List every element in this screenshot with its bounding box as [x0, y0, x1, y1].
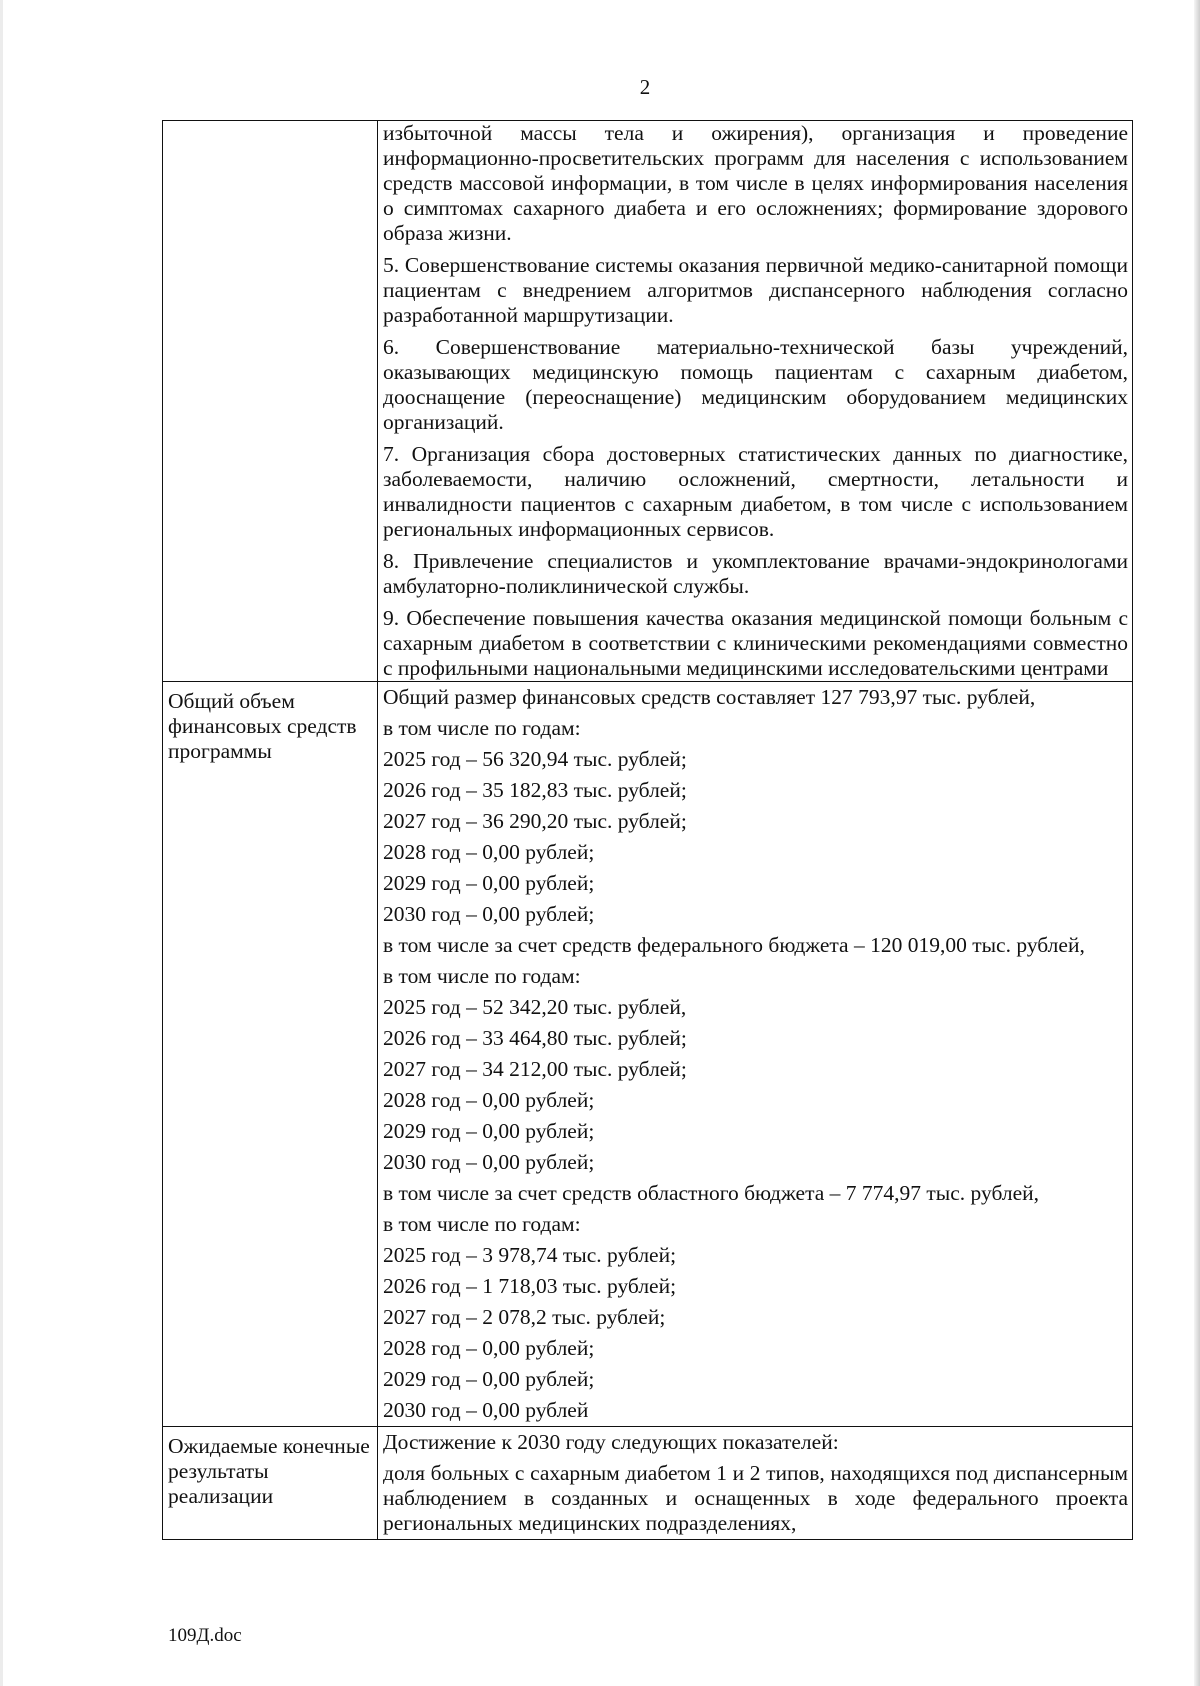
- financing-line: в том числе по годам:: [383, 716, 581, 740]
- financing-line: в том числе за счет средств федерального бюджета – 120 019,00 тыс. рублей,: [383, 933, 1085, 957]
- footer-filename: 109Д.doc: [168, 1625, 242, 1646]
- task-paragraph: 7. Организация сбора достоверных статистических данных по диагностике, заболеваемости, наличию осложнений, смертности, летальности и инвалидности пациентов с сахарным диабетом, в том числе с использованием региональных информационных сервисов.: [383, 442, 1128, 541]
- financing-line: 2030 год – 0,00 рублей: [383, 1398, 589, 1422]
- financing-line: 2026 год – 35 182,83 тыс. рублей;: [383, 778, 687, 802]
- financing-line: Общий размер финансовых средств составляет 127 793,97 тыс. рублей,: [383, 685, 1036, 709]
- financing-line: 2027 год – 2 078,2 тыс. рублей;: [383, 1305, 666, 1329]
- financing-line: 2027 год – 34 212,00 тыс. рублей;: [383, 1057, 687, 1081]
- financing-line: в том числе за счет средств областного бюджета – 7 774,97 тыс. рублей,: [383, 1181, 1040, 1205]
- financing-line: 2028 год – 0,00 рублей;: [383, 1088, 595, 1112]
- row-label-cell: [163, 121, 378, 682]
- financing-line: 2030 год – 0,00 рублей;: [383, 1150, 595, 1174]
- row-content-cell: [378, 121, 1133, 682]
- task-paragraph: избыточной массы тела и ожирения), организация и проведение информационно-просветительских программ для населения с использованием средств массовой информации, в том числе в целях информирования населения о симптомах сахарного диабета и его осложнениях; формирование здорового образа жизни.: [383, 121, 1128, 245]
- table-row-expected-results: [163, 1427, 1133, 1540]
- task-paragraph: 5. Совершенствование системы оказания первичной медико-санитарной помощи пациентам с внедрением алгоритмов диспансерного наблюдения согласно разработанной маршрутизации.: [383, 253, 1128, 327]
- financing-line: 2026 год – 33 464,80 тыс. рублей;: [383, 1026, 687, 1050]
- financing-line: в том числе по годам:: [383, 1212, 581, 1236]
- row-content-cell: [378, 1427, 1133, 1540]
- financing-line: в том числе по годам:: [383, 964, 581, 988]
- row-label-cell: [163, 682, 378, 1427]
- table-row-tasks: [163, 121, 1133, 682]
- financing-line: 2029 год – 0,00 рублей;: [383, 1119, 595, 1143]
- financing-line: 2029 год – 0,00 рублей;: [383, 871, 595, 895]
- row-content-cell: [378, 682, 1133, 1427]
- results-line: доля больных с сахарным диабетом 1 и 2 типов, находящихся под диспансерным наблюдением в созданных и оснащенных в ходе федерального проекта региональных медицинских подразделениях,: [383, 1461, 1128, 1535]
- row-label: [168, 121, 373, 128]
- financing-line: 2025 год – 52 342,20 тыс. рублей,: [383, 995, 687, 1019]
- financing-line: 2029 год – 0,00 рублей;: [383, 1367, 595, 1391]
- task-paragraph: 6. Совершенствование материально-технической базы учреждений, оказывающих медицинскую помощь пациентам с сахарным диабетом, дооснащение (переоснащение) медицинским оборудованием медицинских организаций.: [383, 335, 1128, 434]
- results-line: Достижение к 2030 году следующих показателей:: [383, 1430, 839, 1454]
- financing-line: 2025 год – 56 320,94 тыс. рублей;: [383, 747, 687, 771]
- task-paragraph: 9. Обеспечение повышения качества оказания медицинской помощи больным с сахарным диабетом в соответствии с клиническими рекомендациями совместно с профильными национальными медицинскими исследовательскими центрами: [383, 606, 1128, 680]
- financing-line: 2030 год – 0,00 рублей;: [383, 902, 595, 926]
- row-label: Ожидаемые конечные результаты реализации: [168, 1434, 370, 1508]
- financing-line: 2028 год – 0,00 рублей;: [383, 840, 595, 864]
- row-label-cell: [163, 1427, 378, 1540]
- table-row-financing: [163, 682, 1133, 1427]
- task-paragraph: 8. Привлечение специалистов и укомплектование врачами-эндокринологами амбулаторно-поликлинической службы.: [383, 549, 1128, 598]
- row-label: Общий объем финансовых средств программы: [168, 689, 357, 763]
- financing-line: 2027 год – 36 290,20 тыс. рублей;: [383, 809, 687, 833]
- financing-line: 2026 год – 1 718,03 тыс. рублей;: [383, 1274, 677, 1298]
- program-passport-table: [162, 120, 1133, 1540]
- page-number: 2: [639, 75, 651, 99]
- financing-line: 2025 год – 3 978,74 тыс. рублей;: [383, 1243, 677, 1267]
- page-edge-right: [1194, 0, 1200, 1686]
- page-edge-left: [0, 0, 3, 1686]
- financing-line: 2028 год – 0,00 рублей;: [383, 1336, 595, 1360]
